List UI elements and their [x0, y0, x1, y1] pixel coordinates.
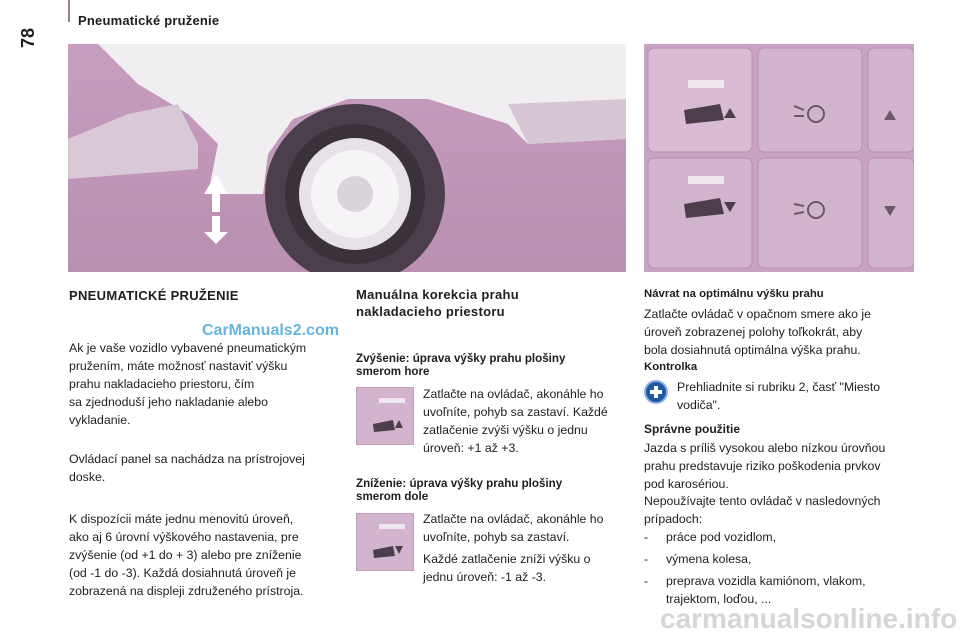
- indicator-text: Prehliadnite si rubriku 2, časť "Miesto vodiča".: [677, 380, 881, 412]
- list-item: trajektom, loďou, ...: [666, 592, 772, 606]
- panel-location-paragraph: Ovládací panel sa nachádza na prístrojovej doske.: [69, 452, 305, 484]
- lower-button-thumbnail: [356, 513, 414, 571]
- return-text: Zatlačte ovládač v opačnom smere ako je úroveň zobrazenej polohy toľkokrát, aby bola dosiahnutá optimálna výška prahu.: [644, 307, 871, 357]
- lower-title: Zníženie: úprava výšky prahu plošiny smerom dole: [356, 477, 563, 503]
- lower-text: Zatlačte na ovládač, akonáhle ho uvoľníte, pohyb sa zastaví. Každé zatlačenie zníži výšku o jednu úroveň: -1 až -3.: [423, 512, 604, 584]
- watermark-carmanualsonline: carmanualsonline.info: [660, 603, 958, 634]
- raise-title: Zvýšenie: úprava výšky prahu plošiny smerom hore: [356, 352, 566, 378]
- levels-paragraph: K dispozícii máte jednu menovitú úroveň, ako aj 6 úrovní výškového nastavenia, pre zvýšenie (od +1 do + 3) alebo pre zníženie (od -1 do -3). Každá dosiahnutá úroveň je zobrazená na displeji združeného prístroja.: [69, 512, 304, 598]
- raise-button-thumbnail: [356, 387, 414, 445]
- intro-paragraph: Ak je vaše vozidlo vybavené pneumatickým pružením, máte možnosť nastaviť výšku prahu nakladacieho priestoru, čím sa zjednoduší jeho nakladanie alebo vykladanie.: [69, 341, 307, 427]
- indicator-title: Kontrolka: [644, 361, 698, 373]
- correct-use-title: Správne použitie: [644, 422, 741, 436]
- avoid-use-text: Nepoužívajte tento ovládač v nasledovných prípadoch:: [644, 494, 881, 526]
- info-plus-icon: [644, 380, 668, 404]
- control-panel-illustration: [644, 44, 914, 272]
- list-item: - výmena kolesa,: [644, 552, 752, 566]
- section-title-pneumatic-suspension: PNEUMATICKÉ PRUŽENIE: [69, 288, 239, 303]
- watermark-carmanuals2: CarManuals2.com: [202, 322, 339, 339]
- page-header-title: Pneumatické pruženie: [78, 13, 220, 28]
- page-header-bar: [68, 0, 70, 22]
- return-title: Návrat na optimálnu výšku prahu: [644, 288, 824, 300]
- avoid-use-list: [644, 528, 929, 608]
- correct-use-text: Jazda s príliš vysokou alebo nízkou úrovňou prahu predstavuje riziko poškodenia prvkov pod karosériou.: [644, 441, 886, 491]
- raise-text: Zatlačte na ovládač, akonáhle ho uvoľníte, pohyb sa zastaví. Každé zatlačenie zvýši výšku o jednu úroveň: +1 až +3.: [423, 387, 608, 455]
- list-item: - preprava vozidla kamiónom, vlakom,: [644, 574, 866, 588]
- section-title-manual-correction: Manuálna korekcia prahu nakladacieho priestoru: [356, 287, 519, 319]
- list-item: - práce pod vozidlom,: [644, 530, 777, 544]
- page-number: 78: [18, 27, 38, 48]
- van-wheel-illustration: [68, 44, 626, 272]
